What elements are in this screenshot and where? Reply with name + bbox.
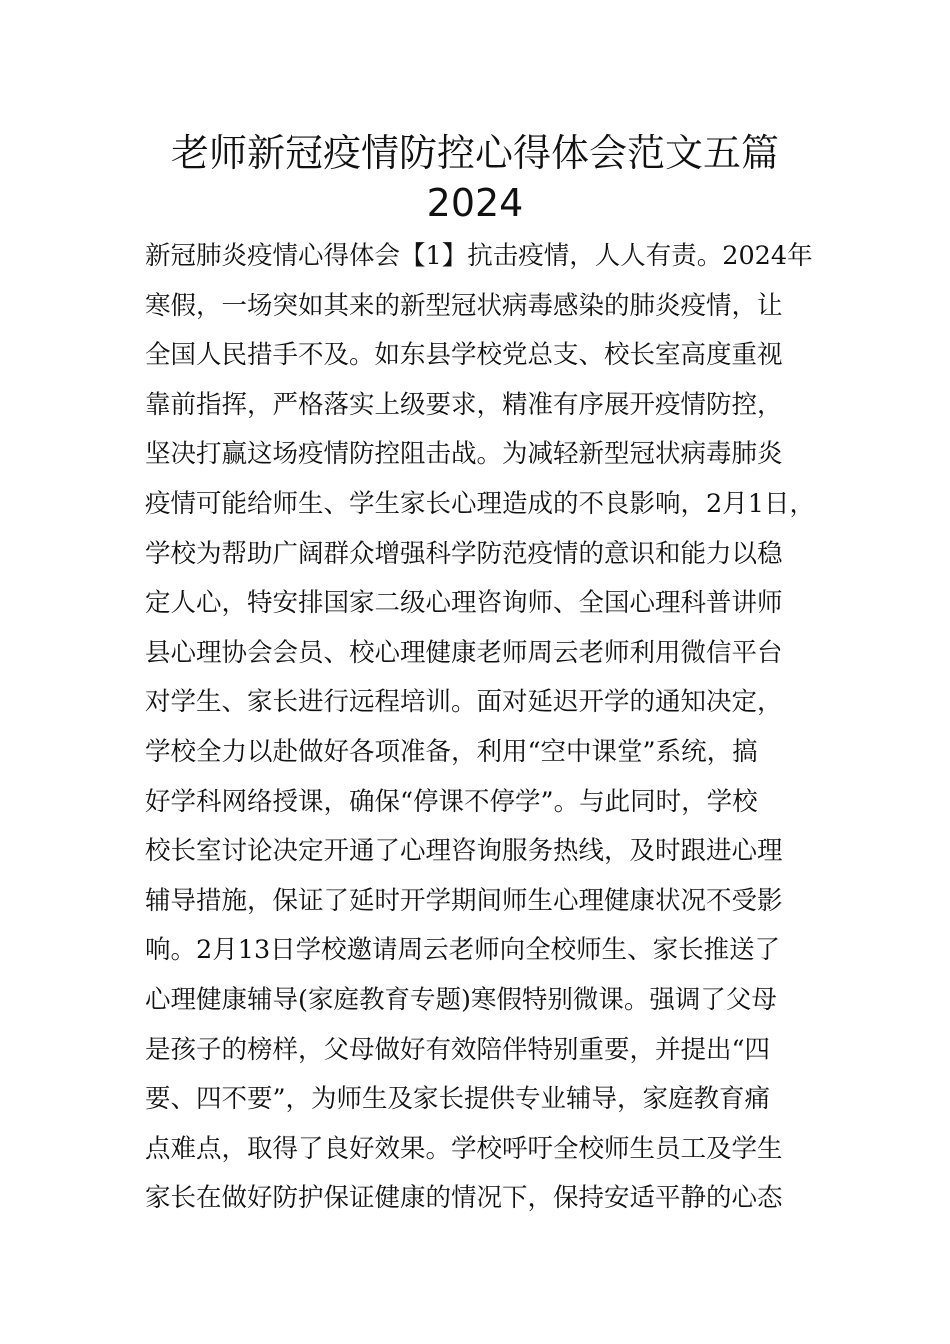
body-line: 靠前指挥，严格落实上级要求，精准有序展开疫情防控， bbox=[145, 389, 783, 420]
body-line: 是孩子的榜样，父母做好有效陪伴特别重要，并提出“四 bbox=[145, 1034, 771, 1065]
body-line: 点难点，取得了良好效果。学校呼吁全校师生员工及学生 bbox=[145, 1133, 783, 1164]
document-body bbox=[145, 232, 845, 1224]
body-line: 要、四不要”，为师生及家长提供专业辅导，家庭教育痛 bbox=[145, 1084, 771, 1115]
body-line: 学校为帮助广阔群众增强科学防范疫情的意识和能力以稳 bbox=[145, 538, 783, 569]
body-line: 全国人民措手不及。如东县学校党总支、校长室高度重视 bbox=[145, 340, 783, 371]
body-line: 响。2月13日学校邀请周云老师向全校师生、家长推送了 bbox=[145, 935, 781, 966]
body-line: 定人心，特安排国家二级心理咨询师、全国心理科普讲师 bbox=[145, 588, 783, 619]
body-line: 新冠肺炎疫情心得体会【1】抗击疫情，人人有责。2024年 bbox=[145, 241, 813, 271]
document-title-line-1: 老师新冠疫情防控心得体会范文五篇 bbox=[170, 131, 779, 175]
body-line: 辅导措施，保证了延时开学期间师生心理健康状况不受影 bbox=[145, 885, 783, 916]
body-line: 坚决打赢这场疫情防控阻击战。为减轻新型冠状病毒肺炎 bbox=[145, 439, 783, 470]
body-line: 家长在做好防护保证健康的情况下，保持安适平静的心态 bbox=[145, 1183, 783, 1214]
document-title-line-2: 2024 bbox=[426, 181, 524, 225]
body-line: 县心理协会会员、校心理健康老师周云老师利用微信平台 bbox=[145, 637, 783, 668]
body-line: 对学生、家长进行远程培训。面对延迟开学的通知决定， bbox=[145, 687, 783, 718]
body-line: 学校全力以赴做好各项准备，利用“空中课堂”系统，搞 bbox=[145, 736, 758, 767]
body-line: 校长室讨论决定开通了心理咨询服务热线，及时跟进心理 bbox=[145, 836, 783, 867]
body-line: 疫情可能给师生、学生家长心理造成的不良影响，2月1日， bbox=[145, 488, 815, 519]
body-line: 寒假，一场突如其来的新型冠状病毒感染的肺炎疫情，让 bbox=[145, 290, 783, 321]
body-line: 好学科网络授课，确保“停课不停学”。与此同时，学校 bbox=[145, 786, 758, 817]
body-line: 心理健康辅导(家庭教育专题)寒假特别微课。强调了父母 bbox=[145, 984, 777, 1015]
